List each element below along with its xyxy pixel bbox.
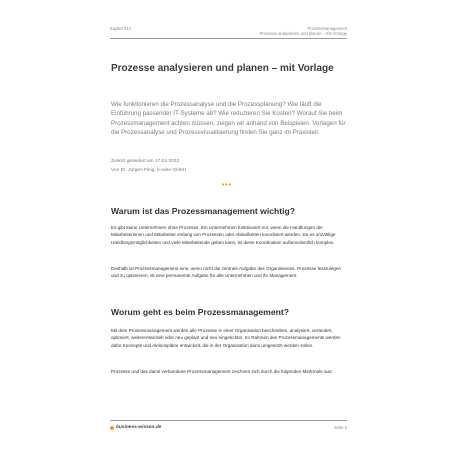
header-doc-title: Prozesse analysieren und planen – mit Vorlage	[259, 31, 347, 36]
article-intro: Wie funktionieren die Prozessanalyse und die Prozessplanung? Wie läuft die Einführung passender IT-Systeme ab? Wie reduzieren Sie Kosten? Worauf Sie beim Prozessmanagement achten müssen, zeigen wir anhand von Beispielen. Vorlagen für die Prozessanalyse und Prozessvisualisierung finden Sie ganz im Praxisteil.	[111, 101, 346, 137]
section-paragraph: Deshalb ist Prozessmanagement eine, wenn nicht die zentrale Aufgabe des Organisierens. Prozesse festzulegen und zu optimieren, ist eine permanente Aufgabe für alle Unternehmen und ihr Management.	[111, 266, 342, 279]
brand-logo[interactable]	[110, 425, 161, 430]
logo-dot-icon	[110, 426, 114, 430]
article-title: Prozesse analysieren und planen – mit Vorlage	[111, 63, 334, 74]
header-chapter: Kapitel 812	[110, 26, 131, 31]
section-paragraph: Mit dem Prozessmanagement werden alle Prozesse in einer Organisation beschrieben, analysiert, verändert, optimiert, weiterentwickelt oder neu geplant und neu eingerichtet. Im Rahmen des Prozessmanagements werden dafür Konzepte und Aktionspläne entwickelt, die in der Organisation dann umgesetzt werden sollen.	[111, 328, 341, 348]
section-divider: •••	[221, 182, 233, 189]
page-footer	[110, 420, 347, 433]
logo-text: business-wissen.de	[116, 425, 162, 430]
page-number: Seite 2	[333, 425, 347, 430]
section-paragraph: Es gibt keine Unternehmen ohne Prozesse. Ein Unternehmen funktioniert nur, wenn die Handlungen der Mitarbeiterinnen und Mitarbeiter entlang von Prozessen oder Ablaufketten koordiniert werden. Da es unzählige Handlungsmöglichkeiten und viele Mitarbeitende geben kann, ist diese Koordination außerordentlich komplex.	[111, 225, 336, 245]
page-header	[110, 26, 347, 39]
author-line: Von Dr. Jürgen Fleig, b-wise GmbH	[111, 168, 187, 173]
header-right	[259, 26, 347, 36]
section-heading-what: Worum geht es beim Prozessmanagement?	[111, 307, 289, 317]
last-modified: Zuletzt geändert am 17.04.2023	[111, 159, 180, 164]
section-paragraph: Prozesse und das damit verbundene Prozessmanagement zeichnen sich durch die folgenden Merkmale aus:	[111, 369, 333, 374]
section-heading-why: Warum ist das Prozessmanagement wichtig?	[111, 206, 296, 216]
header-category: Prozessmanagement	[307, 26, 347, 31]
